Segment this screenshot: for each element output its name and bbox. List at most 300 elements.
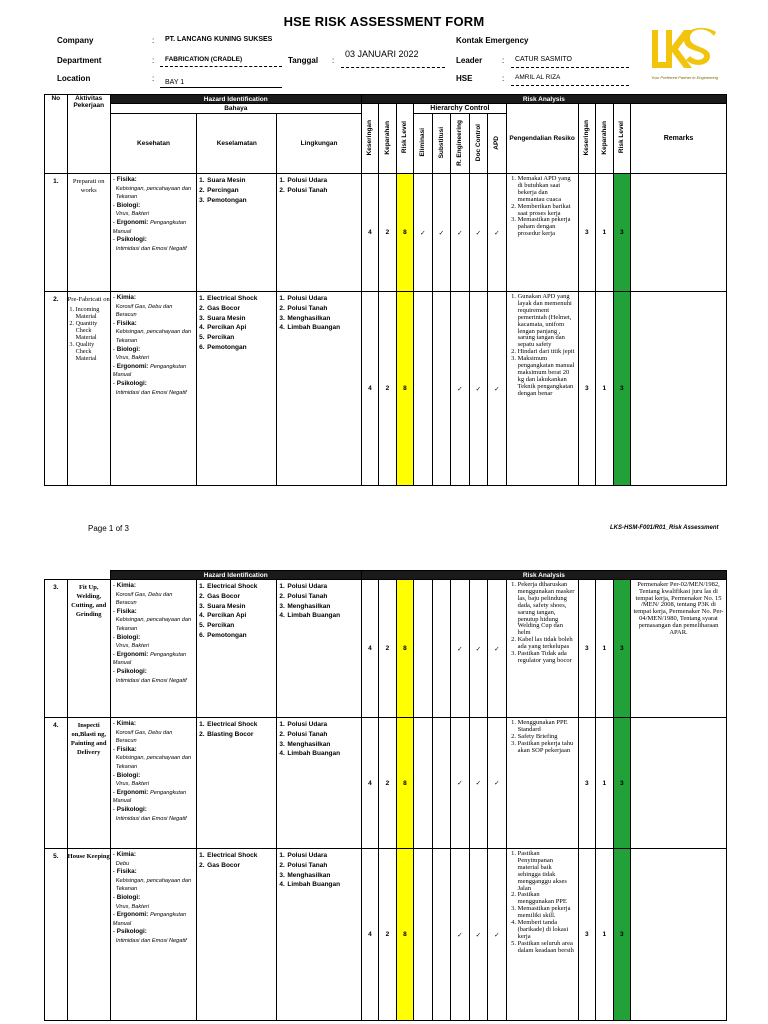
kesehatan-category: Psikologi: [116,667,147,675]
kesehatan-detail: Intimidasi dan Emosi Negatif [115,677,187,684]
hierarchy-check: ✓ [432,174,451,292]
activity-name: Inspecti on,Blasti ng, Painting and Delivery [70,722,107,756]
lingkungan-text: Polusi Udara [287,177,328,184]
keparahan2-value: 1 [596,292,613,486]
kesehatan-detail: Intimidasi dan Emosi Negatif [115,815,187,822]
kesehatan-category: Kimia: [116,582,137,589]
kesehatan-detail: Kebisingan, pencahayaan dan Tekanan [115,877,192,893]
kesehatan-item: - Kimia: [112,582,137,589]
department-colon: : [152,56,155,65]
row-number: 4. [45,718,68,849]
leader-label: Leader [456,56,483,65]
keselamatan-text: Percikan Api [207,324,247,332]
pengendalian-item: 3. Memastikan pekerja memiliki skill. [518,906,576,920]
pengendalian-list [509,720,576,755]
kesehatan-detail: Pengangkutan Manual [112,912,187,927]
remarks-cell [631,292,727,486]
kesehatan-item: - Psikologi: [112,805,147,813]
kesehatan-category: Psikologi: [116,236,147,244]
lingkungan-cell [277,292,361,486]
header-remarks: Remarks [631,104,727,174]
lingkungan-cell [277,849,361,1021]
leader-underline [511,58,629,68]
activity-name: House Keeping [67,853,110,860]
keselamatan-text: Blasting Bocor [207,730,254,738]
keparahan-value: 2 [379,849,396,1021]
hierarchy-check [414,580,433,718]
kesehatan-item: - Ergonomi: Pengangkutan Manual [112,362,187,379]
kesehatan-category: Fisika: [116,176,137,183]
hse-label: HSE [456,74,473,83]
pengendalian-item: 5. Pastikan seluruh area dalam keadaan bersih [518,941,576,955]
lingkungan-text: Polusi Tanah [287,592,328,600]
kesehatan-detail: Korosif Gas, Debu dan Beracun [115,591,173,607]
hierarchy-check: ✓ [451,849,470,1021]
kesehatan-category: Kimia: [116,720,137,727]
keparahan2-value: 1 [596,174,613,292]
keparahan-value: 2 [379,718,396,849]
keselamatan-text: Percikan [207,622,235,630]
kesehatan-detail: Pengangkutan Manual [112,651,187,667]
keselamatan-item: 5. Percikan [199,622,235,630]
lingkungan-text: Polusi Tanah [287,861,328,869]
header-risk-level2: Risk Level [618,121,626,154]
header-keseringan-cell [361,104,378,174]
tanggal-label: Tanggal [288,56,319,65]
hierarchy-check: ✓ [488,718,507,849]
kesehatan-item: - Ergonomi: Pengangkutan Manual [112,218,187,235]
pengendalian-item: 4. Memberi tanda (barikade) di lokasi kerja [518,920,576,941]
keselamatan-text: Gas Bocor [207,304,241,312]
kesehatan-item: - Fisika: [112,176,137,183]
lingkungan-text: Polusi Udara [287,295,328,302]
header-kesehatan: Kesehatan [110,114,196,174]
keselamatan-item: 1. Electrical Shock [199,583,258,590]
kesehatan-detail: Intimidasi dan Emosi Negatif [115,937,187,944]
keseringan2-value: 3 [578,718,595,849]
keseringan2-value: 3 [578,292,595,486]
lingkungan-text: Polusi Tanah [287,304,328,312]
table-row [45,718,727,849]
keselamatan-text: Electrical Shock [207,721,258,728]
keseringan-value: 4 [361,174,378,292]
keparahan2-value: 1 [596,849,613,1021]
keselamatan-text: Suara Mesin [207,177,246,184]
keselamatan-item: 1. Electrical Shock [199,721,258,728]
pengendalian-item: 2. Pastikan menggunakan PPE [518,892,576,906]
kesehatan-category: Ergonomi: [116,218,149,226]
kesehatan-category: Kimia: [116,294,137,301]
hse-underline [511,76,629,86]
document-title: HSE RISK ASSESSMENT FORM [283,14,485,29]
kesehatan-detail: Intimidasi dan Emosi Negatif [115,245,187,252]
header-engineering: R. Engineering [456,119,464,166]
kesehatan-item: - Biologi: [112,633,141,641]
keparahan-value: 2 [379,174,396,292]
hierarchy-check: ✓ [469,580,488,718]
lingkungan-item: 1. Polusi Udara [279,852,328,859]
kesehatan-cell [110,580,196,718]
lingkungan-item: 4. Limbah Buangan [279,324,341,332]
kesehatan-detail: Debu [115,860,130,867]
remarks-cell [631,174,727,292]
kesehatan-cell [110,718,196,849]
kesehatan-detail: Virus, Bakteri [115,643,149,650]
lingkungan-item: 4. Limbah Buangan [279,881,341,889]
risk-level2-value: 3 [613,849,630,1021]
keselamatan-text: Gas Bocor [207,861,241,869]
kesehatan-detail: Korosif Gas, Debu dan Beracun [115,729,173,745]
lingkungan-item: 3. Menghasilkan [279,740,331,748]
risk-level2-value: 3 [613,292,630,486]
risk-level-value: 8 [396,292,413,486]
rows-page-2 [45,580,727,1021]
kesehatan-category: Ergonomi: [116,911,149,919]
lingkungan-text: Menghasilkan [287,602,331,610]
header-doc-control: Doc Control [474,123,482,162]
pengendalian-list [509,176,576,238]
header-risk-level2-cell [613,104,630,174]
lingkungan-cell [277,718,361,849]
keselamatan-text: Electrical Shock [207,295,258,302]
kesehatan-category: Biologi: [116,345,141,353]
kesehatan-item: - Fisika: [112,868,137,876]
kesehatan-detail: Kebisingan, pencahayaan dan Tekanan [115,329,192,344]
header-substitusi: Substitusi [437,126,445,159]
kesehatan-detail: Virus, Bakteri [115,903,149,910]
kesehatan-item: - Kimia: [112,294,137,301]
keselamatan-text: Percikan [207,334,235,342]
kesehatan-cell [110,292,196,486]
pengendalian-item: 2. Memberikan barikat saat proses kerja [518,204,576,218]
location-value: BAY 1 [165,79,185,86]
table-row [45,292,727,486]
pengendalian-cell [506,849,578,1021]
pengendalian-item: 2. Hindari dari titik jepit [518,349,576,356]
risk-level-value: 8 [396,580,413,718]
hierarchy-check: ✓ [469,174,488,292]
footer-document-code: LKS-HSM-F001/R01_Risk Assessment [610,525,719,531]
header-keparahan2-cell [596,104,613,174]
kesehatan-item: - Psikologi: [112,379,147,387]
pengendalian-item: 1. Gunakan APD yang layak dan memenuhi requirement pemerintah (Helmet, kacamata, unifom lengan panjang , sarung tangan dan sepatu safety [518,294,576,349]
kesehatan-item: - Psikologi: [112,667,147,675]
lingkungan-item: 2. Polusi Tanah [279,730,328,738]
keselamatan-item: 2. Blasting Bocor [199,730,254,738]
leader-value: CATUR SASMITO [515,56,572,63]
kesehatan-category: Ergonomi: [116,650,149,658]
lingkungan-text: Limbah Buangan [287,324,341,332]
hierarchy-check [414,849,433,1021]
header-pengendalian: Pengendalian Resiko [506,104,578,174]
kesehatan-category: Biologi: [116,633,141,641]
keparahan2-value: 1 [596,718,613,849]
header-keparahan2: Keparahan [600,120,608,155]
company-colon: : [152,36,155,45]
risk-table-page-1 [44,94,727,486]
pengendalian-item: 1. Menggunakan PPE Standard [518,720,576,734]
kesehatan-category: Ergonomi: [116,362,149,370]
activity-name: Pre-Fabricati on [67,296,110,303]
kesehatan-item: - Kimia: [112,851,137,858]
keselamatan-cell [197,580,277,718]
keseringan-value: 4 [361,580,378,718]
kesehatan-item: - Biologi: [112,893,141,901]
hierarchy-check: ✓ [451,292,470,486]
kesehatan-category: Biologi: [116,893,141,901]
table-row [45,174,727,292]
activity-name: Fit Up, Welding, Cutting, and Grinding [71,584,107,618]
kesehatan-cell [110,174,196,292]
kesehatan-item: - Ergonomi: Pengangkutan Manual [112,788,187,805]
kesehatan-category: Fisika: [116,868,137,876]
kesehatan-detail: Intimidasi dan Emosi Negatif [115,389,187,396]
keselamatan-text: Percikan Api [207,612,247,620]
kesehatan-category: Biologi: [116,201,141,209]
risk-table-page-2 [44,570,727,1021]
kesehatan-detail: Pengangkutan Manual [112,363,187,379]
activity-name: Preparati on works [72,178,105,194]
keseringan2-value: 3 [578,174,595,292]
header-hierarchy: Hierarchy Control [414,104,507,114]
kesehatan-detail: Kebisingan, pencahayaan dan Tekanan [115,755,192,770]
header-eliminasi: Eliminasi [419,128,427,157]
keselamatan-item: 3. Suara Mesin [199,314,246,322]
header-keparahan: Keparahan [383,120,391,155]
lingkungan-text: Polusi Udara [287,583,328,590]
keselamatan-cell [197,174,277,292]
keselamatan-cell [197,849,277,1021]
keselamatan-item: 3. Pemotongan [199,196,247,204]
keselamatan-text: Pemotongan [207,343,247,351]
header-keseringan: Keseringan [366,119,374,156]
kesehatan-cell [110,849,196,1021]
pengendalian-item: 2. Safety Briefing [518,734,576,741]
keselamatan-text: Suara Mesin [207,314,246,322]
hse-colon: : [502,74,505,83]
keseringan2-value: 3 [578,849,595,1021]
header-risk-level: Risk Level [401,121,409,154]
company-value: PT. LANCANG KUNING SUKSES [165,36,273,43]
location-colon: : [152,74,155,83]
tanggal-underline [341,58,445,68]
kesehatan-category: Ergonomi: [116,788,149,796]
hierarchy-check: ✓ [469,292,488,486]
pengendalian-cell [506,580,578,718]
kesehatan-detail: Pengangkutan Manual [112,219,187,235]
tanggal-colon: : [332,56,335,65]
risk-level-value: 8 [396,849,413,1021]
keselamatan-text: Electrical Shock [207,583,258,590]
header-hazard-identification-p2: Hazard Identification [110,571,361,580]
lingkungan-text: Limbah Buangan [287,881,341,889]
tanggal-value: 03 JANUARI 2022 [345,49,419,59]
risk-level2-value: 3 [613,174,630,292]
pengendalian-item: 2. Kabel las tidak boleh ada yang terkelupas [518,637,576,651]
pengendalian-item: 3. Memastikan pekerja paham dengan prosedur kerja [518,217,576,238]
activity-sub-item: 1. Incoming Material [76,306,110,320]
header-bahaya: Bahaya [110,104,361,114]
kesehatan-detail: Virus, Bakteri [115,781,149,788]
remarks-cell [631,718,727,849]
keselamatan-item: 6. Pemotongan [199,631,247,639]
kesehatan-item: - Fisika: [112,607,137,615]
kesehatan-detail: Kebisingan, pencahayaan dan Tekanan [115,185,192,201]
kesehatan-item: - Biologi: [112,771,141,779]
lingkungan-item: 2. Polusi Tanah [279,861,328,869]
kesehatan-category: Kimia: [116,851,137,858]
kesehatan-item: - Kimia: [112,720,137,727]
keselamatan-item: 3. Suara Mesin [199,602,246,610]
footer-page-number: Page 1 of 3 [88,524,129,533]
lingkungan-item: 1. Polusi Udara [279,295,328,302]
keselamatan-item: 5. Percikan [199,334,235,342]
lingkungan-item: 1. Polusi Udara [279,177,328,184]
header-no: No [45,95,68,174]
activity-cell [67,174,110,292]
lingkungan-item: 2. Polusi Tanah [279,186,328,194]
row-number: 3. [45,580,68,718]
header-doc-control-cell [469,114,488,174]
pengendalian-cell [506,174,578,292]
kesehatan-detail: Virus, Bakteri [115,355,149,362]
kesehatan-item: - Fisika: [112,745,137,753]
hierarchy-check: ✓ [451,718,470,849]
keparahan-value: 2 [379,292,396,486]
remarks-cell: Permenaker Per-02/MEN/1982, Tentang kwalifikasi juru las di tempat kerja, Permenaker No. 15 /MEN/ 2008, tentang P3K di tempat kerja, Permenaker No. Per-04/MEN/1980, Tentang syarat pemasangan dan pemeliharaan APAR. [631,580,727,718]
lingkungan-item: 2. Polusi Tanah [279,592,328,600]
keselamatan-text: Suara Mesin [207,602,246,610]
header-eliminasi-cell [414,114,433,174]
header-keselamatan: Keselamatan [197,114,277,174]
header-substitusi-cell [432,114,451,174]
keselamatan-item: 1. Electrical Shock [199,852,258,859]
hierarchy-check: ✓ [488,849,507,1021]
keselamatan-text: Pemotongan [207,631,247,639]
lingkungan-cell [277,580,361,718]
hierarchy-check: ✓ [414,174,433,292]
keselamatan-item: 4. Percikan Api [199,324,247,332]
kesehatan-item: - Psikologi: [112,928,147,936]
pengendalian-item: 1. Memakai APD yang di butuhkan saat bekerja dan memantau cuaca [518,176,576,204]
header-risk-analysis-p2: Risk Analysis [361,571,726,580]
hierarchy-check [414,292,433,486]
lingkungan-item: 3. Menghasilkan [279,602,331,610]
table-row [45,580,727,718]
leader-colon: : [502,56,505,65]
hierarchy-check: ✓ [488,174,507,292]
header-apd-cell [488,114,507,174]
lingkungan-item: 3. Menghasilkan [279,871,331,879]
kesehatan-category: Psikologi: [116,928,147,936]
keselamatan-cell [197,718,277,849]
page-2 [0,545,768,1024]
lingkungan-text: Limbah Buangan [287,612,341,620]
hierarchy-check: ✓ [469,849,488,1021]
header-hazard-identification: Hazard Identification [110,95,361,104]
kesehatan-item: - Fisika: [112,319,137,327]
rows-page-1 [45,174,727,486]
lingkungan-cell [277,174,361,292]
kesehatan-category: Fisika: [116,745,137,753]
department-underline [160,57,282,67]
company-label: Company [57,36,94,45]
kesehatan-item: - Ergonomi: Pengangkutan Manual [112,650,187,667]
kesehatan-category: Biologi: [116,771,141,779]
hierarchy-check [432,718,451,849]
location-label: Location [57,74,91,83]
lingkungan-text: Polusi Udara [287,721,328,728]
lingkungan-text: Menghasilkan [287,740,331,748]
risk-level-value: 8 [396,718,413,849]
kesehatan-item: - Psikologi: [112,236,147,244]
activity-sub-item: 2. Quantity Check Material [76,320,110,341]
kesehatan-category: Fisika: [116,607,137,615]
activity-cell [67,580,110,718]
keselamatan-item: 1. Suara Mesin [199,177,246,184]
keparahan-value: 2 [379,580,396,718]
keselamatan-item: 2. Gas Bocor [199,861,241,869]
hierarchy-check: ✓ [488,580,507,718]
activity-sub-item: 3. Quality Check Material [76,341,110,362]
hierarchy-check: ✓ [488,292,507,486]
hierarchy-check: ✓ [469,718,488,849]
header-keseringan2-cell [578,104,595,174]
lingkungan-text: Polusi Tanah [287,186,328,194]
keselamatan-item: 2. Gas Bocor [199,592,241,600]
kesehatan-category: Fisika: [116,319,137,327]
header-lingkungan: Lingkungan [277,114,361,174]
pengendalian-cell [506,718,578,849]
risk-level2-value: 3 [613,718,630,849]
lingkungan-item: 3. Menghasilkan [279,314,331,322]
keparahan2-value: 1 [596,580,613,718]
header-keparahan-cell [379,104,396,174]
hierarchy-check [432,580,451,718]
lingkungan-item: 2. Polusi Tanah [279,304,328,312]
lingkungan-text: Polusi Tanah [287,730,328,738]
pengendalian-list [509,294,576,398]
keselamatan-text: Gas Bocor [207,592,241,600]
lingkungan-item: 1. Polusi Udara [279,583,328,590]
table-row [45,849,727,1021]
keselamatan-item: 1. Electrical Shock [199,295,258,302]
keselamatan-text: Pemotongan [207,196,247,204]
department-label: Department [57,56,102,65]
row-number: 1. [45,174,68,292]
lingkungan-item: 1. Polusi Udara [279,721,328,728]
pengendalian-list [509,851,576,955]
row-number: 5. [45,849,68,1021]
header-spacer-left [45,571,68,580]
lingkungan-text: Polusi Udara [287,852,328,859]
keseringan-value: 4 [361,718,378,849]
header-aktivitas: Aktivitas Pekerjaan [67,95,110,174]
kontak-emergency-label: Kontak Emergency [456,36,529,45]
pengendalian-item: 3. Pastikan pekerja tahu akan SOP pekerjaan [518,741,576,755]
remarks-cell [631,849,727,1021]
row-number: 2. [45,292,68,486]
keselamatan-item: 4. Percikan Api [199,612,247,620]
pengendalian-item: 1. Pastikan Penyimpanan material baik sehingga tidak mengganggu akses Jalan [518,851,576,892]
header-engineering-cell [451,114,470,174]
kesehatan-item: - Biologi: [112,201,141,209]
lingkungan-item: 4. Limbah Buangan [279,750,341,758]
lks-logo-icon [648,22,718,78]
keselamatan-item: 2. Percingan [199,186,239,194]
hse-value: AMRIL AL RIZA [515,74,561,81]
activity-cell [67,718,110,849]
